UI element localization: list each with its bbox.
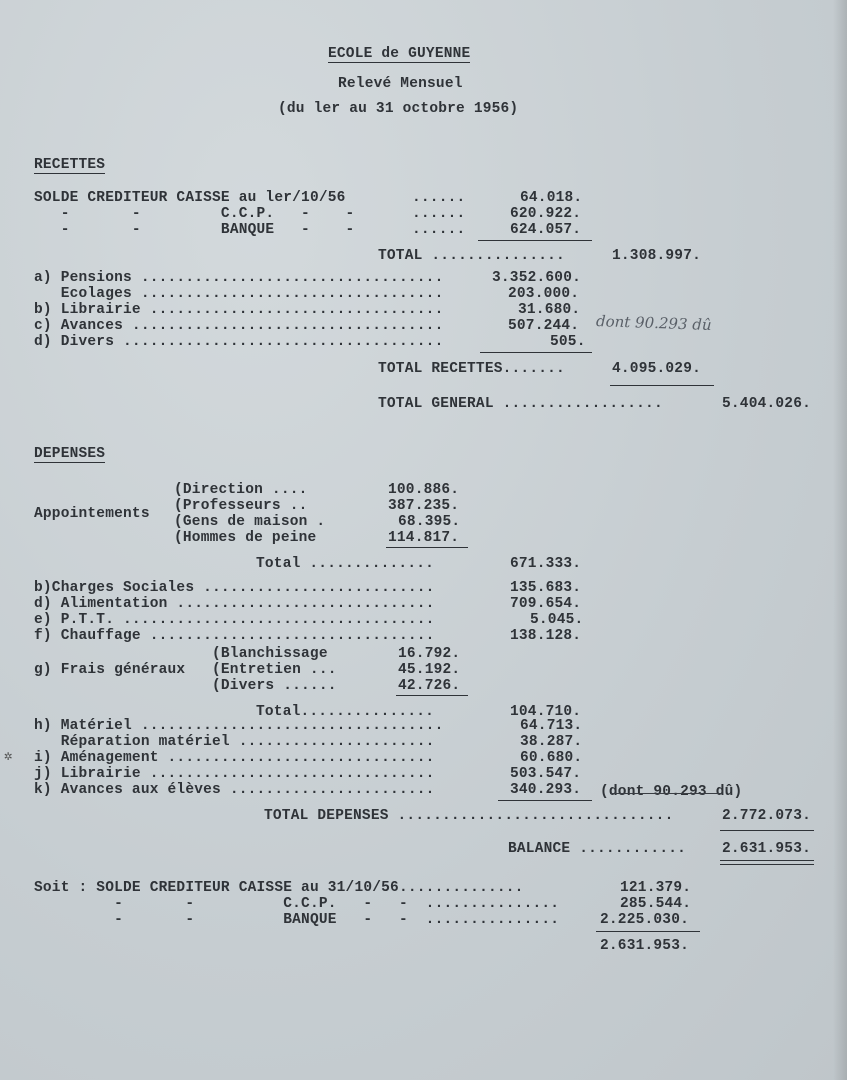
recette-item: Ecolages .................................. [34,286,444,302]
depense-item: Réparation matériel ...................... [34,734,435,750]
avances-note: (dont 90.293 dû) [600,784,743,800]
recettes-heading: RECETTES [34,157,106,173]
recette-value: 31.680. [518,302,581,318]
appointements-label: Appointements [34,506,150,522]
underline [596,931,700,932]
recette-item: b) Librairie ................................. [34,302,444,318]
depense-item: j) Librairie ................................ [34,766,435,782]
solde-label: - - C.C.P. - - [34,206,355,222]
appointement-item: (Professeurs .. [174,498,308,514]
recette-item: c) Avances ................................... [34,318,444,334]
soit-label: - - BANQUE - - ............... [34,912,560,928]
underline [498,800,592,801]
frais-label: g) Frais généraux [34,662,186,678]
solde-label: - - BANQUE - - [34,222,355,238]
school-title: ECOLE de GUYENNE [328,46,471,62]
depense-value: 340.293. [510,782,582,798]
depense-value: 60.680. [520,750,583,766]
total-value: 1.308.997. [612,248,702,264]
appointement-item: (Hommes de peine [174,530,317,546]
solde-dots: ...... [412,222,466,238]
depense-item: h) Matériel .................................. [34,718,444,734]
soit-value: 285.544. [620,896,692,912]
total-general-value: 5.404.026. [722,396,812,412]
solde-dots: ...... [412,190,466,206]
solde-label: SOLDE CREDITEUR CAISSE au ler/10/56 [34,190,346,206]
soit-value: 2.225.030. [600,912,690,928]
recette-value: 505. [550,334,586,350]
total-label: Total .............. [256,556,435,572]
depense-value: 38.287. [520,734,583,750]
appointement-value: 68.395. [398,514,461,530]
solde-dots: ...... [412,206,466,222]
depense-item: i) Aménagement .............................. [34,750,435,766]
depense-item: k) Avances aux élèves ....................... [34,782,435,798]
balance-label: BALANCE ............ [508,841,687,857]
underline [480,352,592,353]
depense-value: 138.128. [510,628,582,644]
balance-value: 2.631.953. [722,841,812,857]
solde-value: 620.922. [510,206,582,222]
recette-item: d) Divers .................................... [34,334,444,350]
solde-value: 64.018. [520,190,583,206]
appointement-value: 100.886. [388,482,460,498]
frais-item: (Entretien ... [212,662,337,678]
frais-item: (Divers ...... [212,678,337,694]
frais-value: 45.192. [398,662,461,678]
frais-total-label: Total............... [256,704,435,720]
total-label: TOTAL ............... [378,248,565,264]
underline [386,547,468,548]
page-edge-shadow [833,0,847,1080]
frais-value: 16.792. [398,646,461,662]
handwritten-note: dont 90.293 dû [595,311,712,335]
recette-value: 507.244. [508,318,580,334]
depense-item: e) P.T.T. ................................... [34,612,435,628]
recette-value: 203.000. [508,286,580,302]
document-subtitle: Relevé Mensuel [338,76,463,92]
depense-item: b)Charges Sociales .......................... [34,580,435,596]
soit-total-value: 2.631.953. [600,938,690,954]
underline [720,830,814,831]
margin-mark: ✲ [4,749,13,765]
underline [396,695,468,696]
appointement-item: (Direction .... [174,482,308,498]
depense-value: 709.654. [510,596,582,612]
soit-label: - - C.C.P. - - ............... [34,896,560,912]
document-period: (du ler au 31 octobre 1956) [278,101,519,117]
frais-total-value: 104.710. [510,704,582,720]
soit-value: 121.379. [620,880,692,896]
appointement-value: 114.817. [388,530,460,546]
depense-value: 503.547. [510,766,582,782]
recette-value: 3.352.600. [492,270,582,286]
underline [478,240,592,241]
total-recettes-value: 4.095.029. [612,361,702,377]
double-underline [720,860,814,865]
frais-value: 42.726. [398,678,461,694]
total-depenses-value: 2.772.073. [722,808,812,824]
strikethrough [610,793,722,794]
recette-item: a) Pensions .................................. [34,270,444,286]
depense-value: 135.683. [510,580,582,596]
total-recettes-label: TOTAL RECETTES....... [378,361,565,377]
soit-label: Soit : SOLDE CREDITEUR CAISSE au 31/10/56.............. [34,880,524,896]
total-depenses-label: TOTAL DEPENSES ............................... [264,808,674,824]
underline [610,385,714,386]
depenses-heading: DEPENSES [34,446,106,462]
depense-item: d) Alimentation ............................. [34,596,435,612]
depense-value: 5.045. [530,612,584,628]
total-value: 671.333. [510,556,582,572]
total-general-label: TOTAL GENERAL .................. [378,396,663,412]
depense-value: 64.713. [520,718,583,734]
depense-item: f) Chauffage ................................ [34,628,435,644]
solde-value: 624.057. [510,222,582,238]
frais-item: (Blanchissage [212,646,328,662]
appointement-value: 387.235. [388,498,460,514]
appointement-item: (Gens de maison . [174,514,326,530]
